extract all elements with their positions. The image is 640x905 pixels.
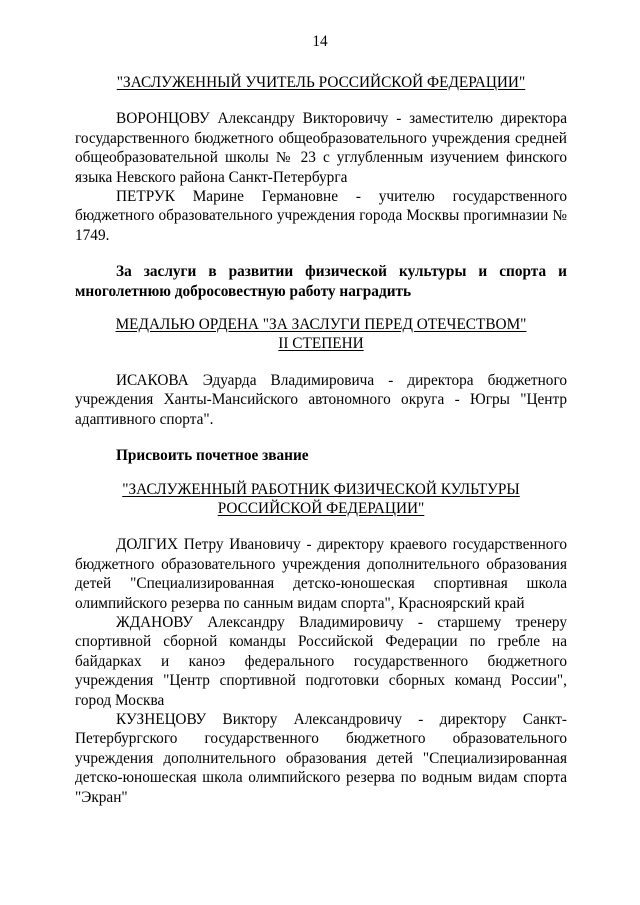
- award-entry: ПЕТРУК Марине Германовне - учителю государственного бюджетного образовательного учреждения города Москвы прогимназии № 1749.: [75, 188, 567, 244]
- award-entry: КУЗНЕЦОВУ Виктору Александровичу - директору Санкт-Петербургского государственного бюджетного образовательного учреждения дополнительного образования детей "Специализированная детско-юношеская школа олимпийского резерва по водным видам спорта "Экран": [75, 710, 567, 806]
- page-number: 14: [312, 33, 328, 50]
- title-intro-text: Присвоить почетное звание: [116, 447, 309, 465]
- section-title-honored-teacher: "ЗАСЛУЖЕННЫЙ УЧИТЕЛЬ РОССИЙСКОЙ ФЕДЕРАЦИИ": [116, 74, 526, 91]
- award-intro-text: За заслуги в развитии физической культуры и спорта и многолетнюю добросовестную работу наградить: [75, 263, 567, 300]
- award-entry: ИСАКОВА Эдуарда Владимировича - директора бюджетного учреждения Ханты-Мансийского автономного округа - Югры "Центр адаптивного спорта".: [75, 371, 567, 428]
- page-content: [75, 73, 567, 807]
- section-title-sports-worker-line1: "ЗАСЛУЖЕННЫЙ РАБОТНИК ФИЗИЧЕСКОЙ КУЛЬТУРЫ: [122, 480, 520, 498]
- award-entry: ВОРОНЦОВУ Александру Викторовичу - заместителю директора государственного бюджетного общеобразовательного учреждения средней общеобразовательной школы № 23 с углубленным изучением финского языка Невского района Санкт-Петербурга: [75, 110, 567, 186]
- section-title-sports-worker-line2: РОССИЙСКОЙ ФЕДЕРАЦИИ": [217, 499, 425, 517]
- award-entry: ЖДАНОВУ Александру Владимировичу - старшему тренеру спортивной сборной команды Российской Федерации по гребле на байдарках и каноэ федерального государственного бюджетного учреждения "Центр спортивной подготовки сборных команд России", город Москва: [75, 613, 567, 709]
- section-title-medal-line2: II СТЕПЕНИ: [278, 335, 364, 353]
- award-entry: ДОЛГИХ Петру Ивановичу - директору краевого государственного бюджетного образовательного учреждения дополнительного образования детей "Специализированная детско-юношеская спортивная школа олимпийского резерва по санным видам спорта", Красноярский край: [75, 536, 567, 612]
- section-title-medal-line1: МЕДАЛЬЮ ОРДЕНА "ЗА ЗАСЛУГИ ПЕРЕД ОТЕЧЕСТВОМ": [115, 316, 527, 334]
